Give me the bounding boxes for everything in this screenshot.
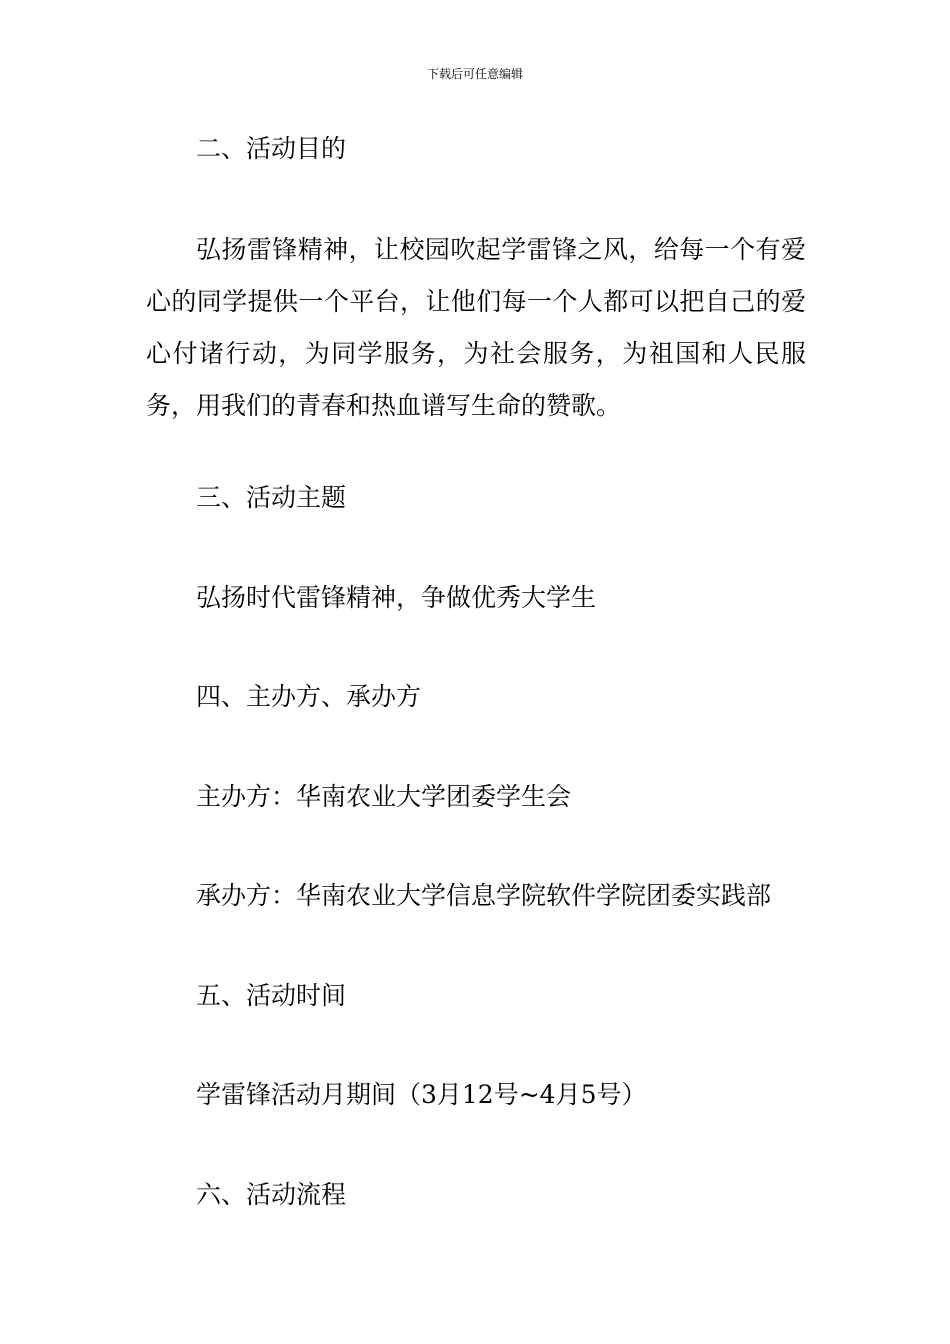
page-header-note: 下载后可任意编辑 bbox=[426, 67, 523, 81]
section-heading-purpose: 二、活动目的 bbox=[196, 134, 347, 163]
organizer-text: 承办方：华南农业大学信息学院软件学院团委实践部 bbox=[196, 881, 772, 910]
section-heading-time: 五、活动时间 bbox=[196, 981, 347, 1010]
section-heading-process: 六、活动流程 bbox=[196, 1180, 347, 1209]
section-body-time: 学雷锋活动月期间（3月12号~4月5号） bbox=[196, 1080, 647, 1109]
section-heading-organizers: 四、主办方、承办方 bbox=[196, 682, 422, 711]
section-body-purpose: 弘扬雷锋精神，让校园吹起学雷锋之风，给每一个有爱心的同学提供一个平台，让他们每一个人都可以把自己的爱心付诸行动，为同学服务，为社会服务，为祖国和人民服务，用我们的青春和热血谱写生命的赞歌。 bbox=[146, 235, 806, 420]
section-body-theme: 弘扬时代雷锋精神，争做优秀大学生 bbox=[196, 583, 597, 612]
host-text: 主办方：华南农业大学团委学生会 bbox=[196, 782, 572, 811]
section-heading-theme: 三、活动主题 bbox=[196, 483, 347, 512]
